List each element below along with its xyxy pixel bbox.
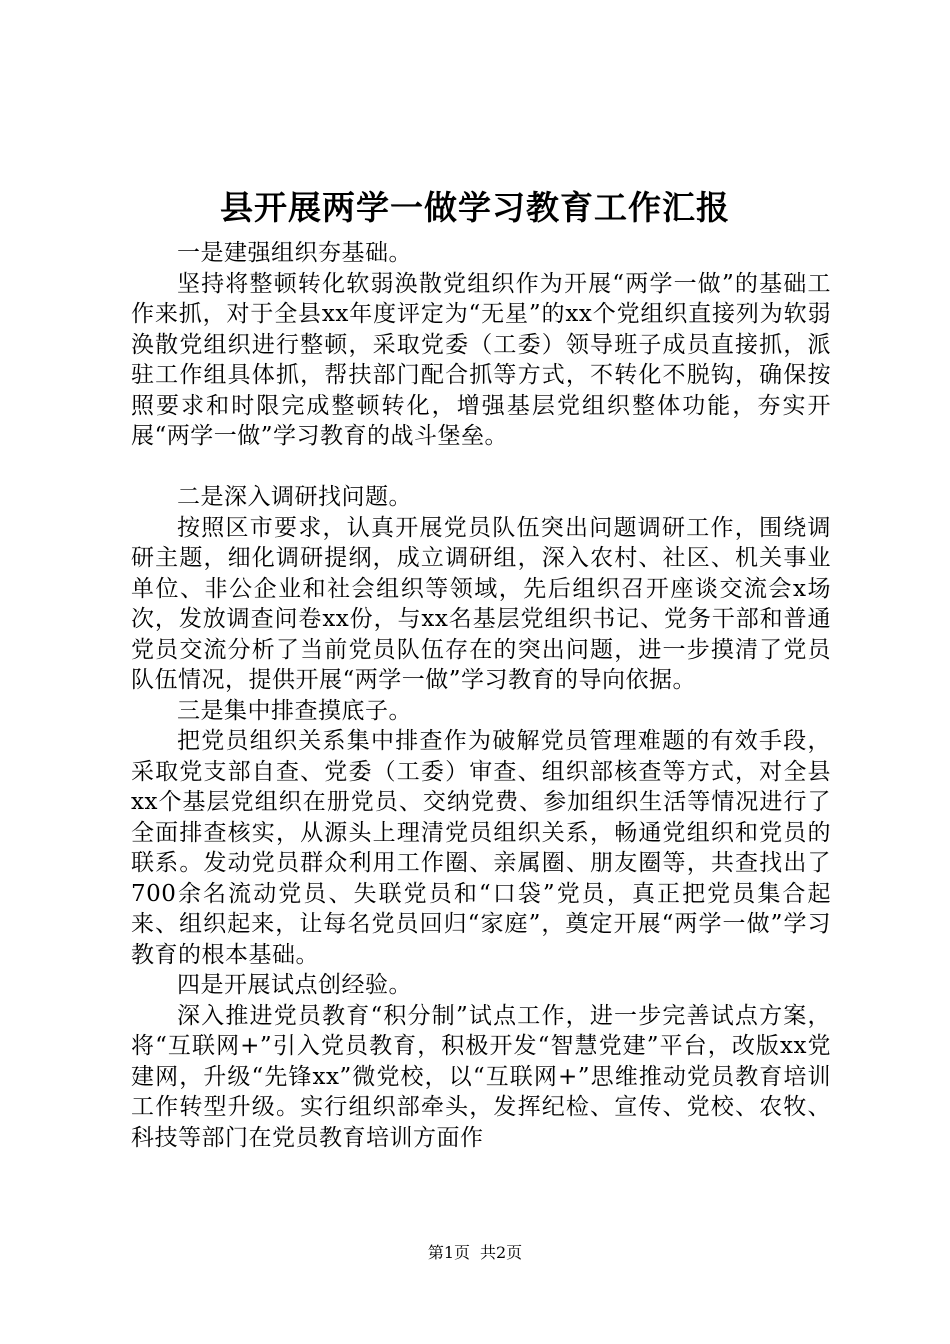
page-number: 第1页 bbox=[427, 1243, 470, 1262]
section-heading-2: 二是深入调研找问题。 bbox=[177, 484, 412, 510]
body-paragraph-4: 深入推进党员教育“积分制”试点工作，进一步完善试点方案，将“互联网+”引入党员教育，积极开发“智慧党建”平台，改版xx党建网，升级“先锋xx”微党校，以“互联网+”思维推动党员教育培训工作转型升级。实行组织部牵头，发挥纪检、宣传、党校、农牧、科技等部门在党员教育培训方面作 bbox=[131, 1002, 831, 1151]
section-heading-1: 一是建强组织夯基础。 bbox=[177, 240, 412, 266]
page-footer bbox=[0, 1242, 950, 1264]
page-count: 共2页 bbox=[480, 1243, 523, 1262]
body-paragraph-1: 坚持将整顿转化软弱涣散党组织作为开展“两学一做”的基础工作来抓，对于全县xx年度评定为“无星”的xx个党组织直接列为软弱涣散党组织进行整顿，采取党委（工委）领导班子成员直接抓，派驻工作组具体抓，帮扶部门配合抓等方式，不转化不脱钩，确保按照要求和时限完成整顿转化，增强基层党组织整体功能，夯实开展“两学一做”学习教育的战斗堡垒。 bbox=[131, 270, 831, 449]
body-paragraph-3: 把党员组织关系集中排查作为破解党员管理难题的有效手段，采取党支部自查、党委（工委）审查、组织部核查等方式，对全县xx个基层党组织在册党员、交纳党费、参加组织生活等情况进行了全面排查核实，从源头上理清党员组织关系，畅通党组织和党员的联系。发动党员群众利用工作圈、亲属圈、朋友圈等，共查找出了700余名流动党员、失联党员和“口袋”党员，真正把党员集合起来、组织起来，让每名党员回归“家庭”，奠定开展“两学一做”学习教育的根本基础。 bbox=[131, 728, 831, 968]
section-heading-3: 三是集中排查摸底子。 bbox=[177, 697, 412, 724]
document-body bbox=[131, 238, 831, 1153]
body-paragraph-2: 按照区市要求，认真开展党员队伍突出问题调研工作，围绕调研主题，细化调研提纲，成立调研组，深入农村、社区、机关事业单位、非公企业和社会组织等领域，先后组织召开座谈交流会x场次，发放调查问卷xx份，与xx名基层党组织书记、党务干部和普通党员交流分析了当前党员队伍存在的突出问题，进一步摸清了党员队伍情况，提供开展“两学一做”学习教育的导向依据。 bbox=[131, 514, 831, 693]
section-heading-4: 四是开展试点创经验。 bbox=[177, 972, 412, 998]
document-title: 县开展两学一做学习教育工作汇报 bbox=[220, 188, 730, 227]
